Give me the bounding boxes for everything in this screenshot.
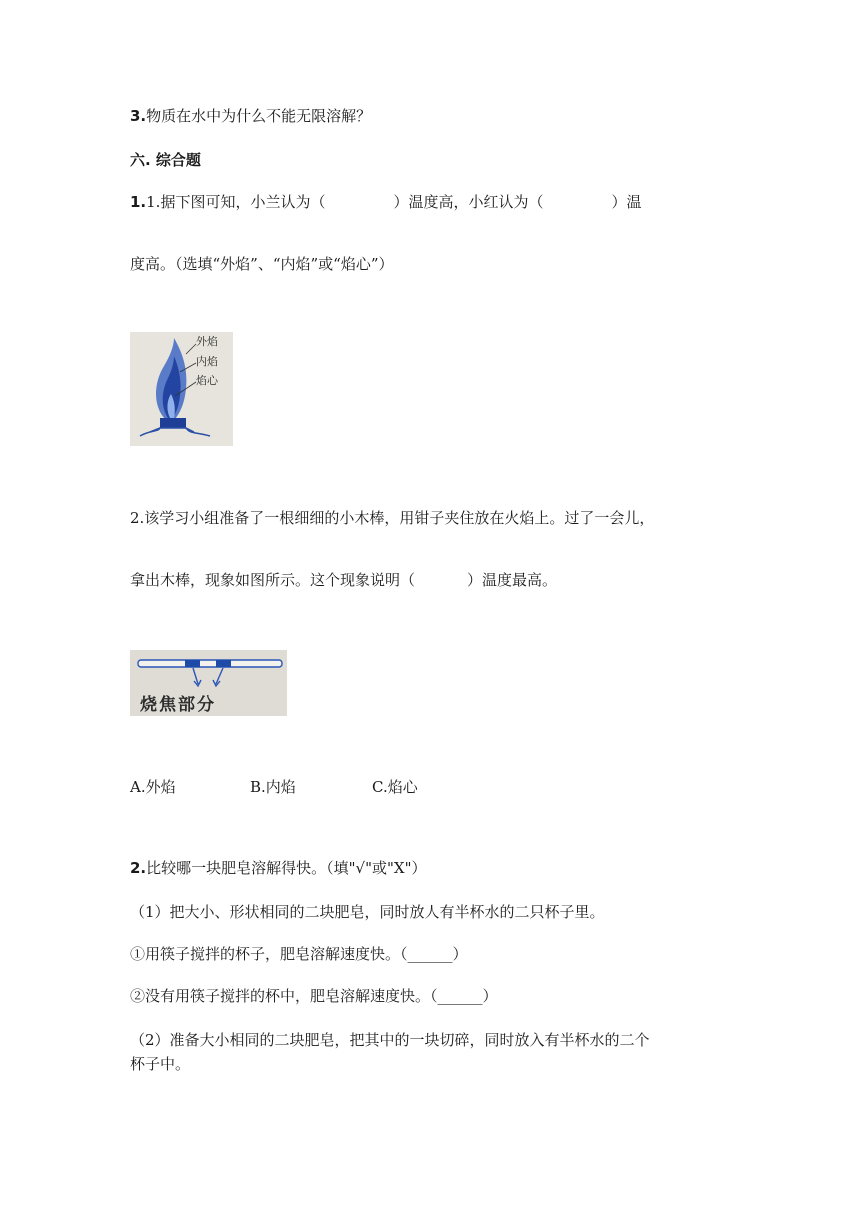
- flame-illustration: [130, 332, 233, 446]
- question-1-2-line-2: [130, 570, 557, 590]
- option-b: B.内焰: [250, 778, 296, 796]
- outer-flame-label: 外焰: [196, 335, 218, 348]
- section-heading: 六. 综合题: [130, 151, 201, 169]
- question-2-item-2: ②没有用筷子搅拌的杯中，肥皂溶解速度快。（______）: [130, 987, 498, 1005]
- option-a: A.外焰: [130, 778, 176, 796]
- question-text-part-b: ）温度最高。: [467, 571, 558, 589]
- question-text-part-b: ）温度高，小红认为（: [393, 193, 544, 211]
- question-number: 3.: [130, 107, 147, 125]
- question-1-line-2: 度高。（选填“外焰”、“内焰”或“焰心”）: [130, 255, 394, 273]
- question-2-part-2-line-1: （2）准备大小相同的二块肥皂，把其中的一块切碎，同时放入有半杯水的二个: [130, 1031, 650, 1049]
- burnt-stick-diagram: [130, 650, 287, 716]
- question-text-part-c: ）温: [611, 193, 642, 211]
- question-text: 物质在水中为什么不能无限溶解？: [146, 107, 372, 125]
- question-2-part-1: （1）把大小、形状相同的二块肥皂，同时放人有半杯水的二只杯子里。: [130, 903, 605, 921]
- question-2: [130, 858, 426, 878]
- flame-diagram: [130, 332, 233, 446]
- question-1-line-1: [130, 192, 642, 212]
- question-1-2-line-1: 2.该学习小组准备了一根细细的小木棒，用钳子夹住放在火焰上。过了一会儿，: [130, 509, 655, 527]
- question-2-part-2-line-2: 杯子中。: [130, 1055, 191, 1073]
- question-number: 1.: [130, 193, 147, 211]
- question-text-part-a: 1.据下图可知，小兰认为（: [146, 193, 326, 211]
- inner-flame-label: 内焰: [196, 355, 218, 368]
- question-text-part-a: 拿出木棒，现象如图所示。这个现象说明（: [130, 571, 416, 589]
- answer-options: [130, 777, 418, 797]
- flame-core-label: 焰心: [196, 374, 218, 387]
- question-3: [130, 106, 371, 126]
- question-2-item-1: ①用筷子搅拌的杯子，肥皂溶解速度快。（______）: [130, 945, 468, 963]
- burnt-part-label: 烧焦部分: [140, 695, 216, 715]
- question-number: 2.: [130, 859, 147, 877]
- question-text: 比较哪一块肥皂溶解得快。（填"√"或"X"）: [146, 859, 427, 877]
- option-c: C.焰心: [372, 778, 418, 796]
